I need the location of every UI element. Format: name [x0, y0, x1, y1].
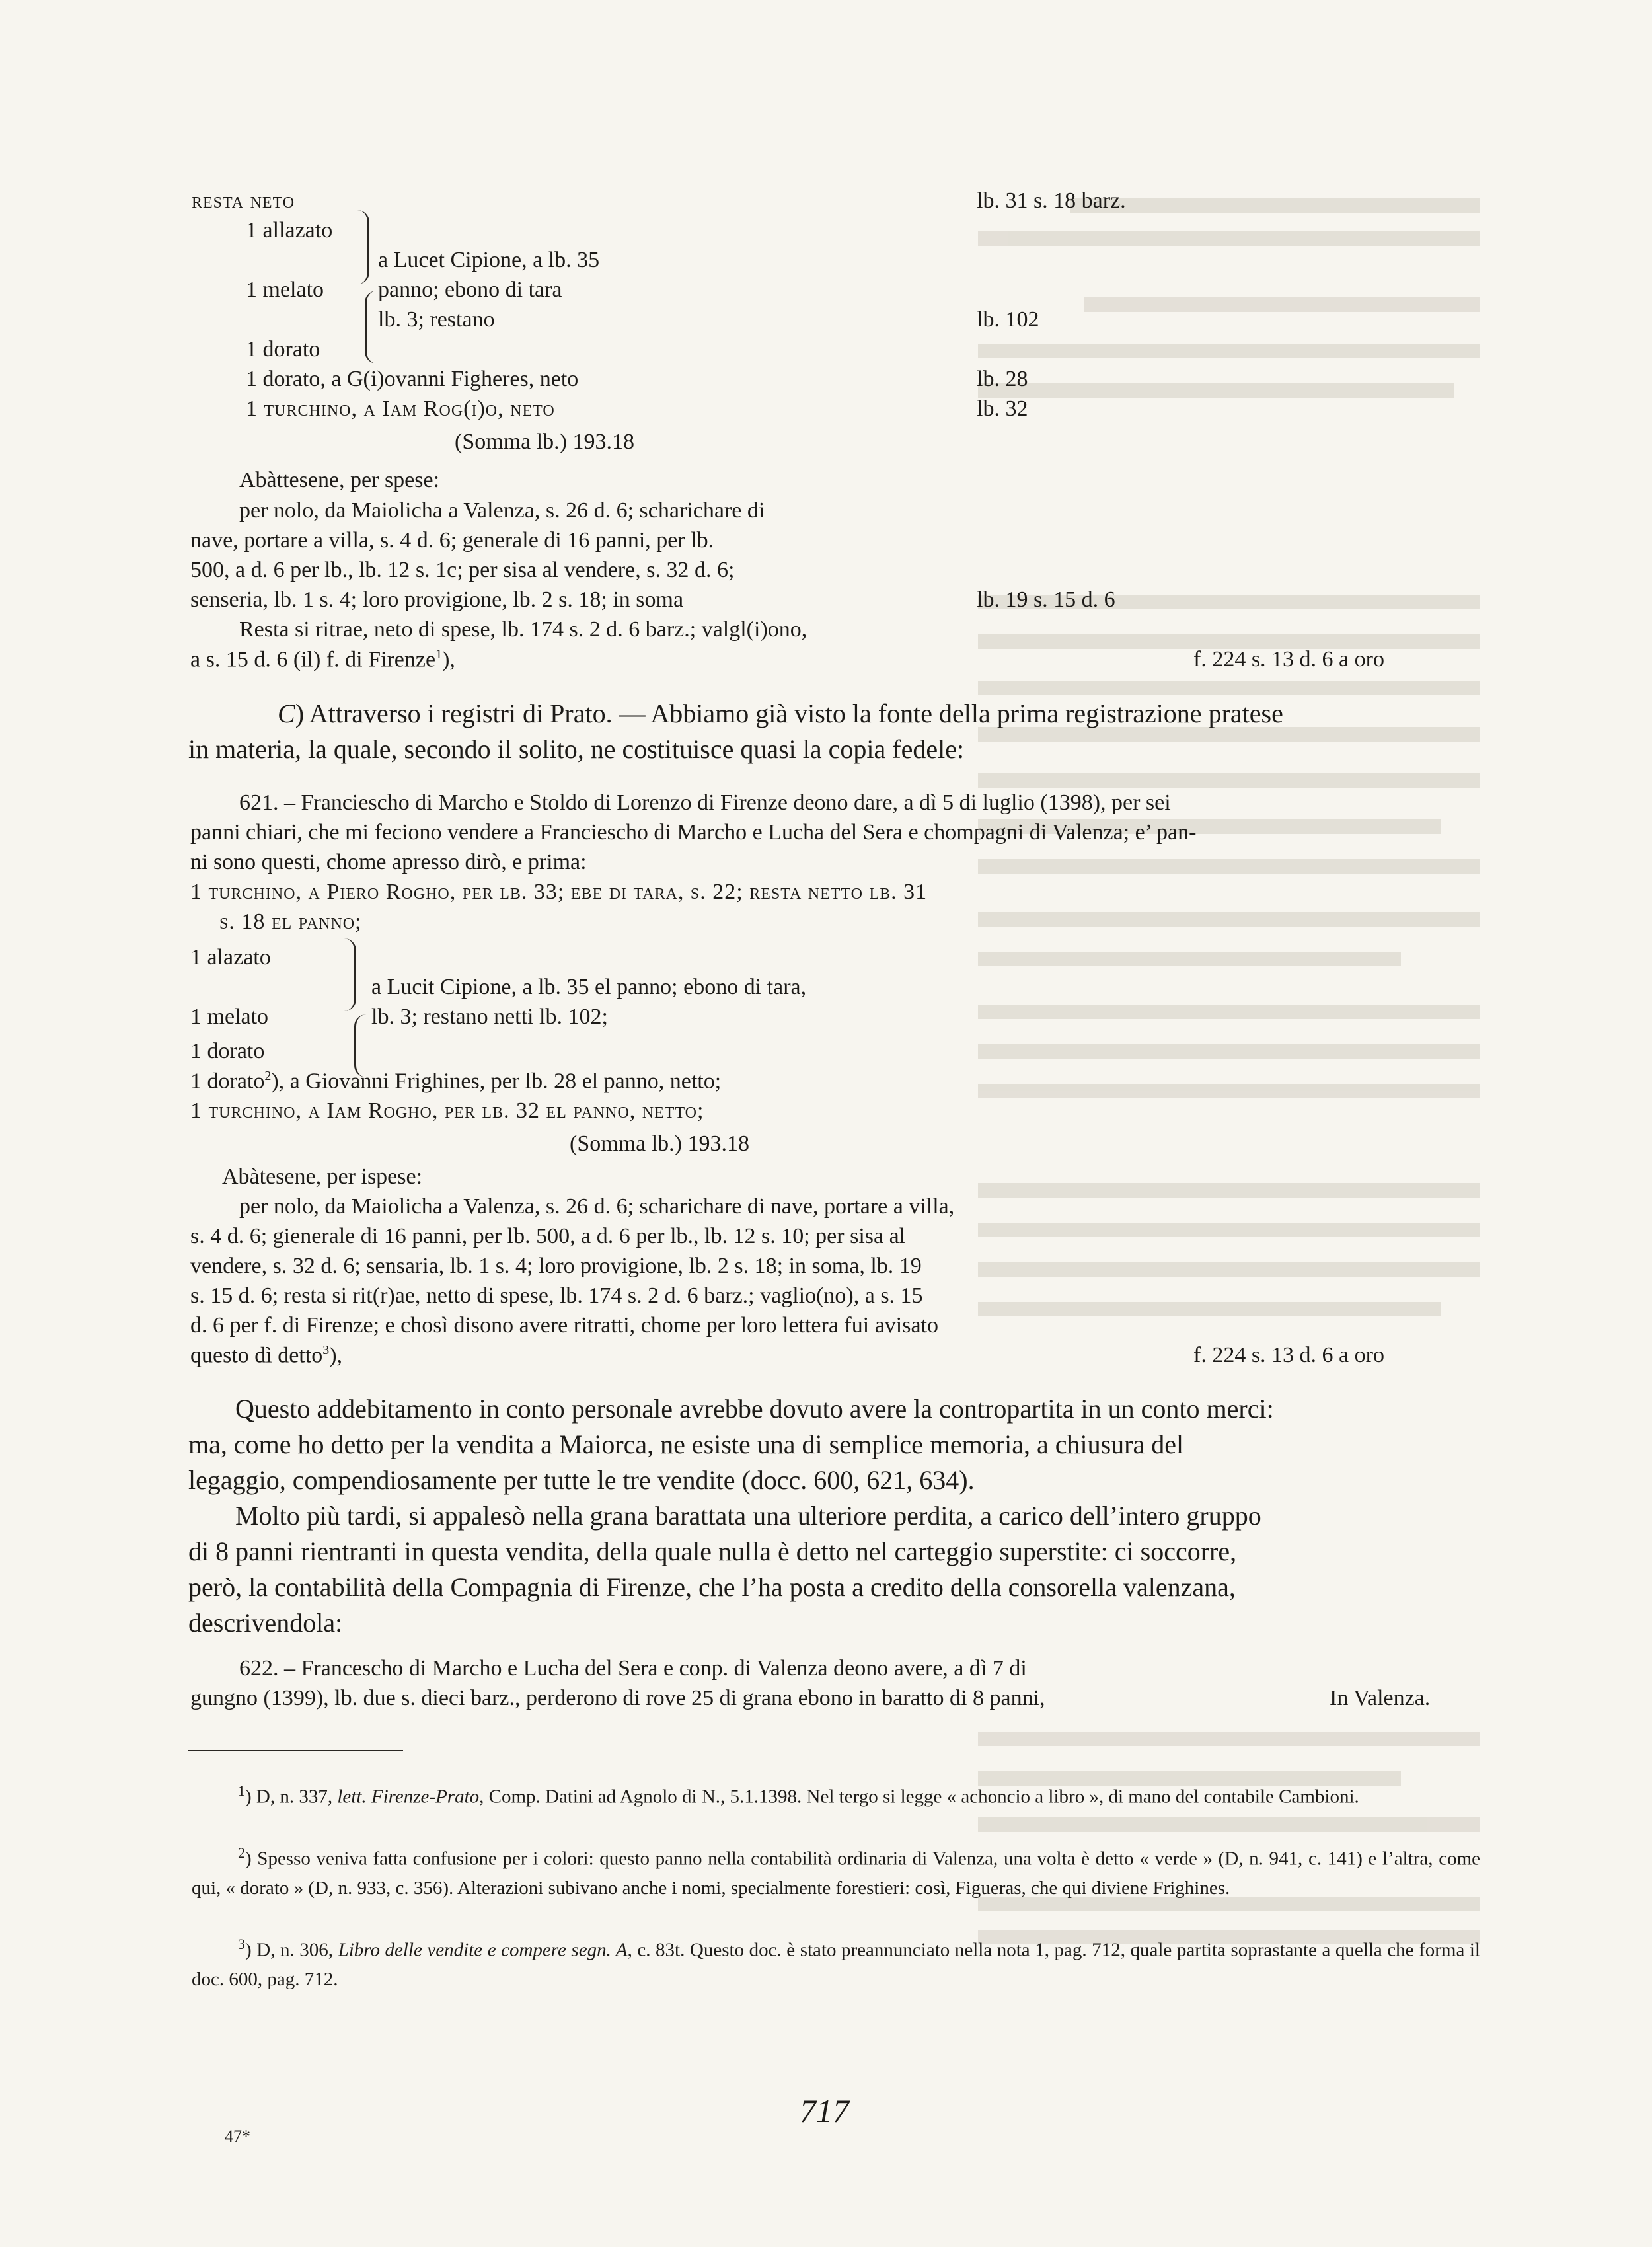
allazato-label: 1 allazato	[246, 218, 333, 243]
resta-a-line-1: Resta si ritrae, neto di spese, lb. 174 s. 2 d. 6 barz.; valgl(i)ono,	[239, 617, 807, 642]
resta-neto-amount: lb. 31 s. 18 barz.	[977, 188, 1126, 213]
footnote-3-text-a: ) D, n. 306,	[245, 1939, 338, 1961]
resta-neto-label: resta neto	[192, 188, 295, 213]
dorato-figheres-amount: lb. 28	[977, 367, 1028, 391]
doc621-dorato2-label: 1 dorato	[190, 1069, 265, 1094]
signature-mark: 47*	[225, 2127, 250, 2146]
footnote-3-italic: Libro delle vendite e compere segn. A	[338, 1939, 628, 1961]
doc621-line-3: ni sono questi, chome apresso dirò, e prima:	[190, 850, 587, 874]
section-c-label: C	[278, 699, 295, 728]
footnote-ref-1: 1	[435, 647, 443, 662]
doc621-dorato-frighines	[190, 1069, 721, 1094]
section-c-line-1	[278, 698, 1283, 729]
doc621-spese-line-6	[190, 1343, 342, 1368]
footnote-2-number: 2	[238, 1845, 245, 1861]
footnote-ref-3: 3	[322, 1343, 330, 1357]
doc621-turchino: 1 turchino, a Iam Rogho, per lb. 32 el panno, netto;	[190, 1098, 704, 1123]
doc621-spese-line-3: vendere, s. 32 d. 6; sensaria, lb. 1 s. 4; loro provigione, lb. 2 s. 18; in soma, lb. 19	[190, 1254, 922, 1278]
para2-line-2: di 8 panni rientranti in questa vendita, della quale nulla è detto nel carteggio superstite: ci soccorre,	[188, 1537, 1237, 1566]
doc622-line-2: gungno (1399), lb. due s. dieci barz., perderono di rove 25 di grana ebono in baratto di 8 panni,	[190, 1686, 1045, 1710]
resta-a-amount: f. 224 s. 13 d. 6 a oro	[1193, 647, 1384, 671]
spese-a-line-1: per nolo, da Maiolicha a Valenza, s. 26 d. 6; scharichare di	[239, 498, 765, 523]
para2-line-1: Molto più tardi, si appalesò nella grana barattata una ulteriore perdita, a carico dell’intero gruppo	[235, 1501, 1261, 1531]
doc621-spese-line-1: per nolo, da Maiolicha a Valenza, s. 26 d. 6; scharichare di nave, portare a villa,	[239, 1194, 955, 1219]
spese-a-line-4: senseria, lb. 1 s. 4; loro provigione, lb. 2 s. 18; in soma	[190, 588, 684, 612]
somma-a: (Somma lb.) 193.18	[455, 430, 634, 454]
spese-title-a: Abàttesene, per spese:	[239, 468, 440, 492]
brace-621-bottom	[354, 1014, 367, 1077]
resta-a-end: ),	[442, 647, 455, 672]
doc622-location: In Valenza.	[1330, 1686, 1431, 1710]
para2-line-4: descrivendola:	[188, 1608, 343, 1638]
doc621-spese-line-4: s. 15 d. 6; resta si rit(r)ae, netto di spese, lb. 174 s. 2 d. 6 barz.; vaglio(no), a s. 15	[190, 1283, 923, 1308]
para1-line-1: Questo addebitamento in conto personale avrebbe dovuto avere la contropartita in un conto merci:	[235, 1394, 1274, 1424]
doc622-line-1: 622. – Francescho di Marcho e Lucha del Sera e conp. di Valenza deono avere, a dì 7 di	[239, 1656, 1027, 1681]
page-number: 717	[800, 2092, 849, 2129]
doc621-dorato2-text: ), a Giovanni Frighines, per lb. 28 el panno, netto;	[271, 1069, 722, 1094]
section-c-line-2: in materia, la quale, secondo il solito, ne costituisce quasi la copia fedele:	[188, 734, 965, 764]
spese-a-line-2: nave, portare a villa, s. 4 d. 6; generale di 16 panni, per lb.	[190, 528, 714, 552]
brace-top	[356, 210, 369, 284]
dorato-label: 1 dorato	[246, 337, 320, 362]
footnote-3-number: 3	[238, 1936, 245, 1952]
footnote-2	[192, 1839, 1480, 1903]
brace-amount: lb. 102	[977, 307, 1039, 332]
doc621-amount: f. 224 s. 13 d. 6 a oro	[1193, 1343, 1384, 1367]
doc621-melato: 1 melato	[190, 1005, 269, 1029]
doc621-line-5: s. 18 el panno;	[219, 909, 362, 934]
turchino-rogio-amount: lb. 32	[977, 397, 1028, 421]
footnote-3-text-b: , c. 83t. Questo doc. è stato preannunciato nella nota 1, pag. 712, quale partita soprastante a quella che forma il doc. 600, pag. 712.	[192, 1939, 1480, 1990]
brace-bottom	[365, 291, 379, 363]
doc621-line-2: panni chiari, che mi feciono vendere a Franciescho di Marcho e Lucha del Sera e chompagni di Valenza; e’ pan-	[190, 820, 1197, 845]
doc621-sp6-end: ),	[329, 1343, 343, 1368]
footnote-1	[192, 1776, 1480, 1811]
doc621-spese-line-5: d. 6 per f. di Firenze; e chosì disono avere ritratti, chome per loro lettera fui avisato	[190, 1313, 938, 1338]
somma-621: (Somma lb.) 193.18	[570, 1131, 749, 1156]
brace-621-top	[344, 938, 356, 1011]
para2-line-3: però, la contabilità della Compagnia di Firenze, che l’ha posta a credito della consorella valenzana,	[188, 1572, 1236, 1602]
dorato-figheres: 1 dorato, a G(i)ovanni Figheres, neto	[246, 367, 579, 391]
footnote-2-text: ) Spesso veniva fatta confusione per i colori: questo panno nella contabilità ordinaria di Valenza, una volta è detto « verde » (D, n. 941, c. 141) e l’altra, come qui, « dorato » (D, n. 933, c. 356). Alterazioni subivano anche i nomi, specialmente forestieri: così, Figueras, che qui diviene Frighines.	[192, 1848, 1480, 1899]
footnote-rule	[188, 1750, 403, 1751]
doc621-line-1: 621. – Franciescho di Marcho e Stoldo di Lorenzo di Firenze deono dare, a dì 5 di luglio (1398), per sei	[239, 790, 1171, 815]
doc621-brace-line-1: a Lucit Cipione, a lb. 35 el panno; ebono di tara,	[371, 975, 807, 999]
spese-a-amount: lb. 19 s. 15 d. 6	[977, 588, 1115, 612]
footnote-3	[192, 1930, 1480, 1994]
brace-line-3: lb. 3; restano	[378, 307, 495, 332]
doc621-spese-line-2: s. 4 d. 6; gienerale di 16 panni, per lb. 500, a d. 6 per lb., lb. 12 s. 10; per sisa al	[190, 1224, 906, 1248]
doc621-sp6-text: questo dì detto	[190, 1343, 323, 1368]
turchino-rogio: 1 turchino, a Iam Rog(i)o, neto	[246, 397, 555, 421]
doc621-line-4: 1 turchino, a Piero Rogho, per lb. 33; ebe di tara, s. 22; resta netto lb. 31	[190, 880, 928, 904]
melato-label: 1 melato	[246, 278, 324, 302]
footnote-1-text-b: , Comp. Datini ad Agnolo di N., 5.1.1398. Nel tergo si legge « achoncio a libro », di mano del contabile Cambioni.	[479, 1786, 1359, 1808]
doc621-brace-line-2: lb. 3; restano netti lb. 102;	[371, 1005, 608, 1029]
footnote-ref-2: 2	[264, 1069, 272, 1083]
resta-a-text: a s. 15 d. 6 (il) f. di Firenze	[190, 647, 436, 672]
spese-a-line-3: 500, a d. 6 per lb., lb. 12 s. 1c; per sisa al vendere, s. 32 d. 6;	[190, 558, 735, 582]
brace-line-1: a Lucet Cipione, a lb. 35	[378, 248, 600, 272]
footnote-1-italic: lett. Firenze-Prato	[337, 1786, 480, 1808]
doc621-spese-title: Abàtesene, per ispese:	[222, 1164, 423, 1189]
brace-line-2: panno; ebono di tara	[378, 278, 562, 302]
footnote-1-text-a: ) D, n. 337,	[245, 1786, 338, 1808]
doc621-alazato: 1 alazato	[190, 945, 271, 970]
section-c-text: ) Attraverso i registri di Prato. — Abbiamo già visto la fonte della prima registrazione pratese	[295, 699, 1283, 728]
footnote-1-number: 1	[238, 1782, 245, 1799]
para1-line-2: ma, come ho detto per la vendita a Maiorca, ne esiste una di semplice memoria, a chiusura del	[188, 1429, 1184, 1459]
resta-a-line-2	[190, 647, 455, 672]
doc621-dorato: 1 dorato	[190, 1039, 265, 1063]
para1-line-3: legaggio, compendiosamente per tutte le tre vendite (docc. 600, 621, 634).	[188, 1465, 975, 1495]
